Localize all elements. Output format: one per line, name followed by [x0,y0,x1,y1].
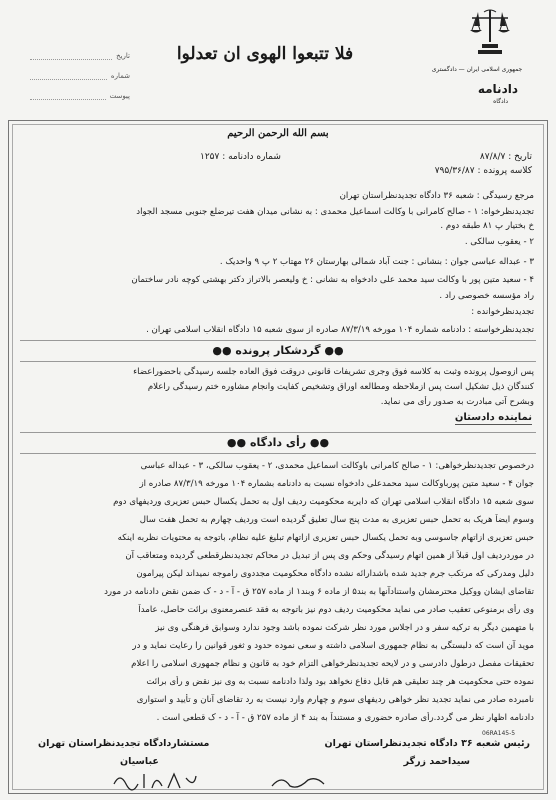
verdict-line: حبس تعزیری ازاتهام جاسوسی وبه تحمل یکسال حبس تعزیری ازاتهام تبلیغ علیه نظام، باتوجه به محتویات نظربه اینکه [117,533,534,543]
date-field-label: تاریخ [116,52,130,60]
verdict-line: درخصوص تجدیدنظرخواهی: ۱ - صالح کامرانی باوکالت اسماعیل محمدی، ۲ - یعقوب سالکی، ۳ - عبداله عباسی [140,461,534,471]
organization-name: جمهوری اسلامی ایران — دادگستری [431,66,523,73]
intro-line: راد مؤسسه خصوصی راد . [439,291,534,301]
divider [20,340,536,341]
stamp-code: 06RA145-5 [482,730,516,737]
intro-line: خ بختیار پ ۸۱ طبقه دوم . [440,221,534,231]
presiding-judge-title: رئیس شعبه ۳۶ دادگاه تجدیدنظراستان تهران [324,738,530,749]
section-title-verdict: ●● رأی دادگاه ●● [226,436,330,449]
case-class: کلاسه پرونده : ۷۹۵/۳۶/۸۷ [434,166,532,176]
number-field-label: شماره [110,72,130,80]
org-line-1: جمهوری اسلامی ایران [466,66,523,73]
verdict-line: وی رأی برمنوعی تعقیب صادر می نماید محکومیت ردیف دوم نیز باتوجه به فقد عنصرمعنوی برائت حاصل، عامداً [138,605,534,615]
presiding-judge-name: سیداحمد زرگر [403,756,470,767]
verdict-line: جوان ۴ - سعید متین پورباوکالت سید محمدعلی دادخواه نسبت به دادنامه بشماره ۱۰۴ مورخه ۸۷/۳/۱۹ صادره از [139,479,534,489]
ruling-date: تاریخ : ۸۷/۸/۷ [479,152,532,162]
proceedings-line: وبشرح آتی مبادرت به صدور رأی می نماید. [380,397,534,407]
verdict-line: وسوم ایضاً هریک به تحمل حبس تعزیری به مدت پنج سال تعلیق گردیده است وردیف چهارم به تحمل هفت سال [139,515,534,525]
bismillah: بسم الله الرحمن الرحیم [227,128,329,139]
verdict-line: نامبرده صادر می نماید تجدید نظر خواهی ردیفهای سوم و چهارم وارد نیست به رد تقاضای آنان و تأیید و استواری [136,695,534,705]
verdict-line: در موردردیف اول قبلاً از همین اتهام رسیدگی وحکم وی پس از تبدیل در محاکم تجدیدنظرقطعی گردیده ومتعاقب آن [125,551,534,561]
prosecutor-representative-label: نماینده دادستان [454,412,532,423]
proceedings-line: کنندگان ذیل تشکیل است پس ازملاحظه ومطالعه اوراق وتشخیص کفایت وانجام مشاوره ختم رسیدگی راعلام [147,382,534,392]
verdict-line: تقاضای ایشان ووکیل محترمشان واستنادآنها به بند۵ از ماده ۶ وبند۱ از ماده ۲۵۷ ق - آ - د - ک ضمن نقض دادنامه در مورد [104,587,534,597]
org-line-2: دادگستری [431,66,457,73]
intro-line: ۲ - یعقوب سالکی . [464,237,534,247]
emblem-icon [464,8,516,66]
proceedings-line: پس ازوصول پرونده وثبت به کلاسه فوق وجری تشریفات قانونی دروقت فوق العاده جلسه رسیدگی باحضوراعضاء [133,367,534,377]
counselor-name: عباسیان [120,756,159,767]
counselor-title: مستشاردادگاه تجدیدنظراستان تهران [38,738,210,749]
document-type: دادنامه [477,82,518,96]
verdict-line: دلیل ومدرکی که مرتکب جرم جدید شده باشدارائه نشده دادگاه محکومیت مجددوی راموجه نمیداند لیکن پیرامون [136,569,534,579]
verdict-line: موید آن است که دلبستگی به نظام جمهوری اسلامی داشته و سعی نموده حدود و ثغور قوانین را رعایت نماید و در [132,641,534,651]
signature-icon [268,772,328,792]
signature-icon [110,768,200,792]
section-title-proceedings: ●● گردشکار پرونده ●● [212,344,344,357]
verdict-line: سوی شعبه ۱۵ دادگاه انقلاب اسلامی تهران که دایربه محکومیت ردیف اول به تحمل یکسال حبس تعزیری وردیفهای دوم [113,497,534,507]
intro-line: مرجع رسیدگی : شعبه ۳۶ دادگاه تجدیدنظراستان تهران [339,191,534,201]
verdict-line: تحقیقات مفصل درطول دادرسی و در لایحه تجدیدنظرخواهی التزام خود به قانون و نظام جمهوری اسلامی را اعلام [131,659,534,669]
ruling-number: شماره دادنامه : ۱۲۵۷ [200,152,281,162]
enclosure-field-label: پیوست [109,92,130,100]
divider [20,361,536,362]
verdict-line: با متهمین دیگر به ترکیه سفر و در اجلاس مورد نظر شرکت نموده باشد وجود ندارد وسوابق فرهنگی وی نیز [155,623,534,633]
intro-line: تجدیدنظرخوانده : [471,307,534,317]
motto-heading: فلا تتبعوا الهوی ان تعدلوا [176,44,354,64]
verdict-line: نموده حتی محکومیت هر چند تعلیقی هم قابل دفاع نخواهد بود ولذا دادنامه نسبت به وی نیز نقض و رأی برائت [146,677,534,687]
intro-line: تجدیدنظرخواسته : دادنامه شماره ۱۰۴ مورخه ۸۷/۳/۱۹ صادره از سوی شعبه ۱۵ دادگاه انقلاب اسلامی تهران . [146,325,534,335]
intro-line: ۳ - عبداله عباسی جوان : بنشانی : جنت آباد شمالی بهارستان ۲۶ مهتاب ۲ پ ۹ واحدیک . [219,257,534,267]
verdict-line: دادنامه اظهار نظر می گردد.رأی صادره حضوری و مستنداً به بند ۴ از ماده ۲۵۷ ق - آ - د - ک قطعی است . [156,713,534,723]
court-subtext: دادگاه [493,98,508,105]
intro-line: ۴ - سعید متین پور با وکالت سید محمد علی دادخواه به نشانی : خ ولیعصر بالاتراز دکتر بهشتی کوچه نادر ساختمان [131,275,534,285]
intro-line: تجدیدنظرخواه: ۱ - صالح کامرانی با وکالت اسماعیل محمدی : به نشانی میدان هفت تیرضلع جنوبی مسجد الجواد [136,207,534,217]
header-fields [30,40,130,100]
divider [20,453,536,454]
divider [20,432,536,433]
